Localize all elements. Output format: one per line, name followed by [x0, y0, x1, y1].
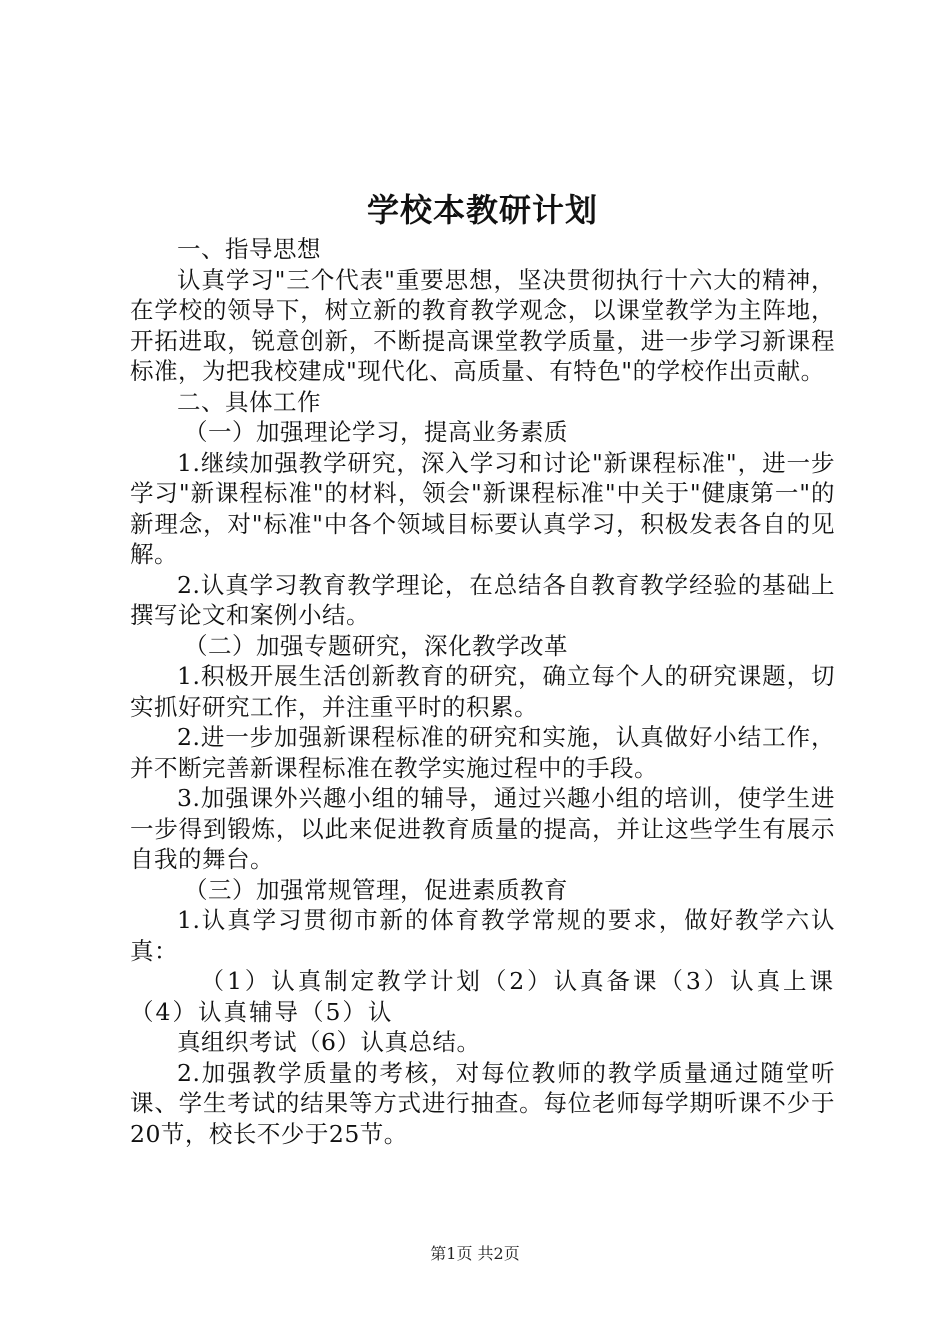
- list-item-research-1: 1.积极开展生活创新教育的研究，确立每个人的研究课题，切实抓好研究工作，并注重平时的积累。: [130, 662, 835, 721]
- section-heading-guiding-thought: 一、指导思想: [177, 235, 321, 263]
- subsection-heading-theory-study: （一）加强理论学习，提高业务素质: [184, 418, 569, 446]
- document-page: [130, 188, 835, 1149]
- list-item-six-items: （1）认真制定教学计划（2）认真备课（3）认真上课（4）认真辅导（5）认: [130, 967, 835, 1026]
- section-heading-specific-work: 二、具体工作: [177, 387, 321, 416]
- document-title: 学校本教研计划: [366, 191, 598, 229]
- list-item-management-2: 2.加强教学质量的考核，对每位教师的教学质量通过随堂听课、学生考试的结果等方式进行抽查。每位老师每学期听课不少于20节，校长不少于25节。: [130, 1058, 835, 1148]
- list-item-theory-1: 1.继续加强教学研究，深入学习和讨论"新课程标准"，进一步学习"新课程标准"的材料，领会"新课程标准"中关于"健康第一"的新理念，对"标准"中各个领域目标要认真学习，积极发表各自的见解。: [130, 448, 835, 568]
- list-item-six-items-continued: 真组织考试（6）认真总结。: [177, 1028, 481, 1056]
- list-item-management-1: 1.认真学习贯彻市新的体育教学常规的要求，做好教学六认真：: [130, 906, 835, 965]
- page-footer: 第1页 共2页: [430, 1244, 520, 1263]
- list-item-research-2: 2.进一步加强新课程标准的研究和实施，认真做好小结工作，并不断完善新课程标准在教学实施过程中的手段。: [130, 723, 835, 782]
- subsection-heading-topic-research: （二）加强专题研究，深化教学改革: [184, 631, 569, 660]
- paragraph-guiding-thought-body: 认真学习"三个代表"重要思想，坚决贯彻执行十六大的精神，在学校的领导下，树立新的教育教学观念，以课堂教学为主阵地，开拓进取，锐意创新，不断提高课堂教学质量，进一步学习新课程标准，为把我校建成"现代化、高质量、有特色"的学校作出贡献。: [130, 265, 835, 385]
- list-item-research-3: 3.加强课外兴趣小组的辅导，通过兴趣小组的培训，使学生进一步得到锻炼，以此来促进教育质量的提高，并让这些学生有展示自我的舞台。: [130, 784, 835, 873]
- subsection-heading-routine-management: （三）加强常规管理，促进素质教育: [184, 875, 569, 904]
- list-item-theory-2: 2.认真学习教育教学理论，在总结各自教育教学经验的基础上撰写论文和案例小结。: [130, 570, 835, 629]
